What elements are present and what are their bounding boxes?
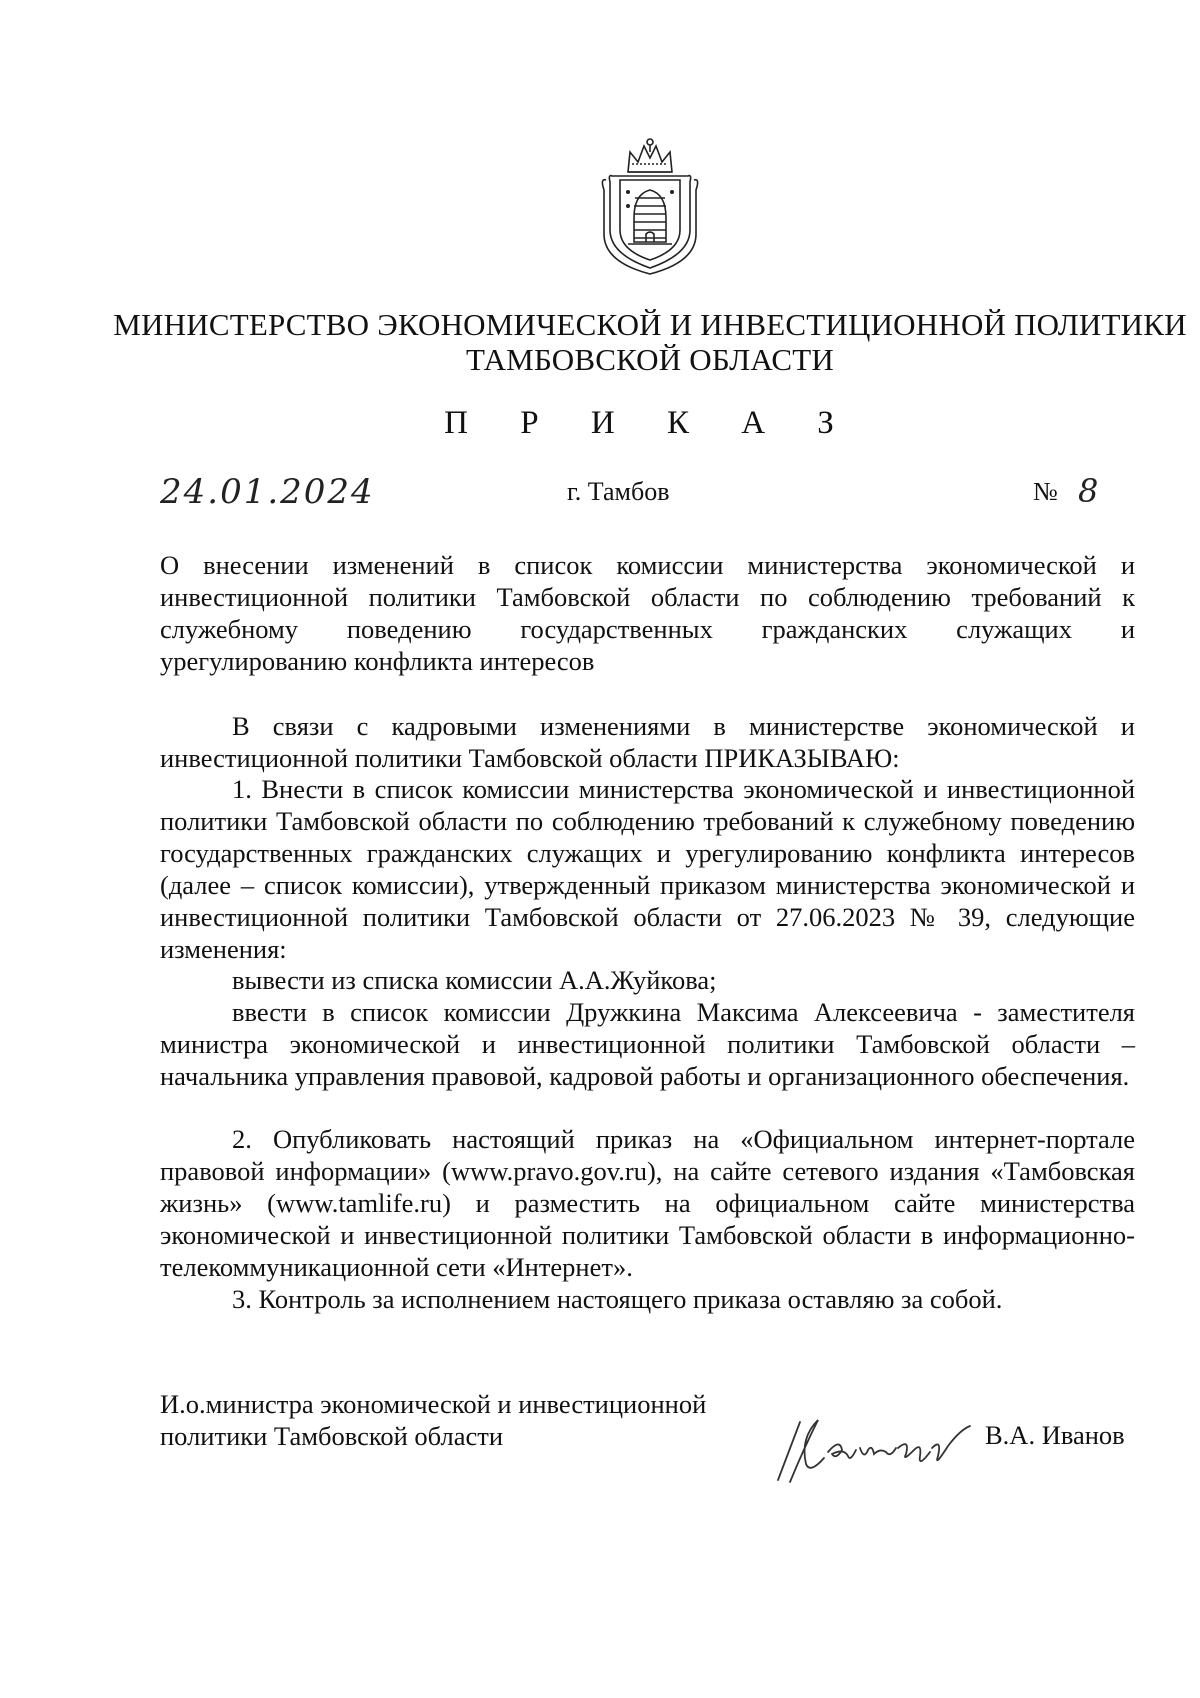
item-3-paragraph: 3. Контроль за исполнением настоящего приказа оставляю за собой. [232,1284,1003,1314]
subject-line: инвестиционной политики Тамбовской области по соблюдению требований к [160,582,1135,612]
document-place: г. Тамбов [567,477,670,506]
handwritten-date: 24.01.2024 [160,472,375,512]
number-sign: № [1033,477,1058,506]
signatory-position-line: И.о.министра экономической и инвестиционной [160,1389,707,1419]
org-name-line2: ТАМБОВСКОЙ ОБЛАСТИ [466,342,834,377]
subject-line: урегулированию конфликта интересов [160,646,595,676]
subject-line: О внесении изменений в список комиссии министерства экономической и [160,550,1135,580]
document-subject [160,549,1135,677]
handwritten-number: 8 [1078,472,1099,510]
signatory-name: В.А. Иванов [985,1420,1125,1450]
preamble-paragraph: В связи с кадровыми изменениями в министерстве экономической и инвестиционной политики Тамбовской области ПРИКАЗЫВАЮ: [160,711,1135,773]
item-1a-paragraph: вывести из списка комиссии А.А.Жуйкова; [232,965,717,995]
signatory-position [160,1388,706,1452]
item-1-paragraph: 1. Внести в список комиссии министерства экономической и инвестиционной политики Тамбовской области по соблюдению требований к служебному поведению государственных гражданских служащих и урегулированию конфликта интересов (далее – список комиссии), утвержденный приказом министерства экономической и инвестиционной политики Тамбовской области от 27.06.2023 № 39, следующие изменения: [160,774,1135,964]
handwritten-signature [770,1408,980,1488]
document-type: П Р И К А З [444,405,856,441]
item-1b-paragraph: ввести в список комиссии Дружкина Максима Алексеевича - заместителя министра экономической и инвестиционной политики Тамбовской области – начальника управления правовой, кадровой работы и организационного обеспечения. [160,997,1135,1091]
org-name-line1: МИНИСТЕРСТВО ЭКОНОМИЧЕСКОЙ И ИНВЕСТИЦИОННОЙ ПОЛИТИКИ [113,307,1187,342]
signatory-position-line: политики Тамбовской области [160,1421,504,1451]
item-2-paragraph: 2. Опубликовать настоящий приказ на «Официальном интернет-портале правовой информации» (www.pravo.gov.ru), на сайте сетевого издания «Тамбовская жизнь» (www.tamlife.ru) и разместить на официальном сайте министерства экономической и инвестиционной политики Тамбовской области в информационно-телекоммуникационной сети «Интернет». [160,1124,1135,1282]
coat-of-arms-icon [598,134,702,276]
subject-line: служебному поведению государственных гражданских служащих и [160,614,1135,644]
